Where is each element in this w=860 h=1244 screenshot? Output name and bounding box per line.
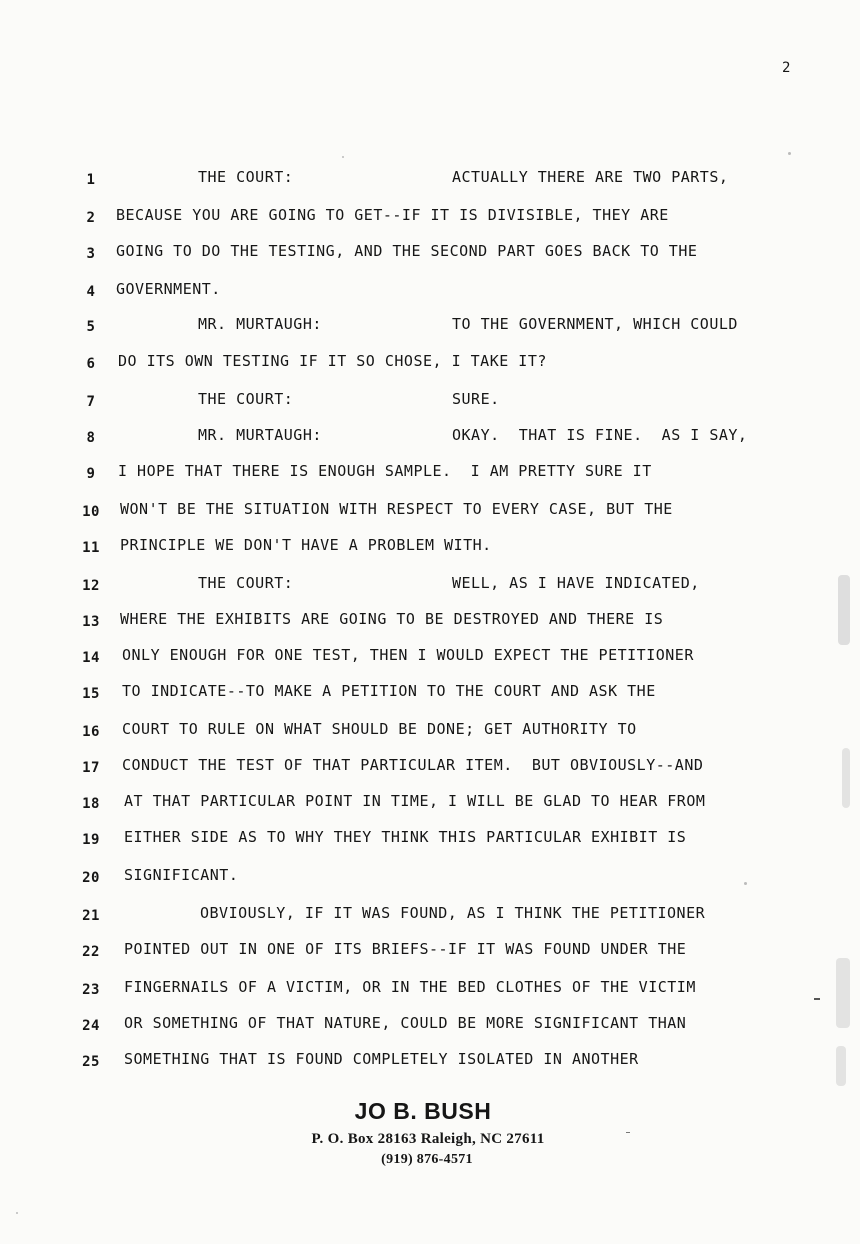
line-number: 10 <box>82 504 100 520</box>
transcript-line <box>0 390 860 420</box>
transcript-line <box>0 206 860 236</box>
line-number: 6 <box>86 356 96 372</box>
transcript-line <box>0 866 860 896</box>
line-text: EITHER SIDE AS TO WHY THEY THINK THIS PARTICULAR EXHIBIT IS <box>124 828 687 846</box>
transcript-line <box>0 720 860 750</box>
line-text: OKAY. THAT IS FINE. AS I SAY, <box>452 426 748 444</box>
line-text: WELL, AS I HAVE INDICATED, <box>452 574 700 592</box>
line-text: BECAUSE YOU ARE GOING TO GET--IF IT IS DIVISIBLE, THEY ARE <box>116 206 669 224</box>
line-number: 23 <box>82 982 100 998</box>
page-number: 2 <box>782 60 792 76</box>
line-number: 14 <box>82 650 100 666</box>
line-number: 13 <box>82 614 100 630</box>
line-number: 11 <box>82 540 100 556</box>
scan-speck <box>342 156 344 158</box>
transcript-line <box>0 1014 860 1044</box>
line-text: SIGNIFICANT. <box>124 866 239 884</box>
scan-speck <box>16 1212 18 1214</box>
line-text: OBVIOUSLY, IF IT WAS FOUND, AS I THINK THE PETITIONER <box>200 904 706 922</box>
scan-speck <box>626 1132 630 1133</box>
line-number: 17 <box>82 760 100 776</box>
line-number: 5 <box>86 319 96 335</box>
transcript-line <box>0 426 860 456</box>
line-number: 9 <box>86 466 96 482</box>
scan-speck <box>814 998 820 1000</box>
reporter-name: JO B. BUSH <box>354 1098 492 1124</box>
transcript-line <box>0 828 860 858</box>
line-text: CONDUCT THE TEST OF THAT PARTICULAR ITEM. BUT OBVIOUSLY--AND <box>122 756 704 774</box>
speaker-label: THE COURT: <box>198 168 294 186</box>
line-text: SOMETHING THAT IS FOUND COMPLETELY ISOLATED IN ANOTHER <box>124 1050 639 1068</box>
transcript-line <box>0 682 860 712</box>
line-text: DO ITS OWN TESTING IF IT SO CHOSE, I TAKE IT? <box>118 352 547 370</box>
transcript-line <box>0 756 860 786</box>
line-number: 2 <box>86 210 96 226</box>
transcript-line <box>0 574 860 604</box>
speaker-label: MR. MURTAUGH: <box>198 315 322 333</box>
transcript-line <box>0 242 860 272</box>
transcript-line <box>0 315 860 345</box>
line-text: COURT TO RULE ON WHAT SHOULD BE DONE; GET AUTHORITY TO <box>122 720 637 738</box>
transcript-line <box>0 940 860 970</box>
line-number: 21 <box>82 908 100 924</box>
scan-speck <box>788 152 791 155</box>
line-text: AT THAT PARTICULAR POINT IN TIME, I WILL BE GLAD TO HEAR FROM <box>124 792 706 810</box>
line-text: ACTUALLY THERE ARE TWO PARTS, <box>452 168 729 186</box>
line-number: 1 <box>86 172 96 188</box>
line-number: 12 <box>82 578 100 594</box>
line-number: 8 <box>86 430 96 446</box>
line-number: 4 <box>86 284 96 300</box>
transcript-line <box>0 1050 860 1080</box>
line-text: PRINCIPLE WE DON'T HAVE A PROBLEM WITH. <box>120 536 492 554</box>
transcript-line <box>0 536 860 566</box>
transcript-line <box>0 352 860 382</box>
line-text: WON'T BE THE SITUATION WITH RESPECT TO EVERY CASE, BUT THE <box>120 500 673 518</box>
line-number: 25 <box>82 1054 100 1070</box>
transcript-line <box>0 904 860 934</box>
transcript-line <box>0 168 860 198</box>
reporter-address: P. O. Box 28163 Raleigh, NC 27611 <box>311 1131 545 1147</box>
line-text: I HOPE THAT THERE IS ENOUGH SAMPLE. I AM PRETTY SURE IT <box>118 462 652 480</box>
scan-speck <box>842 748 850 808</box>
line-text: TO THE GOVERNMENT, WHICH COULD <box>452 315 738 333</box>
line-number: 20 <box>82 870 100 886</box>
line-number: 24 <box>82 1018 100 1034</box>
line-number: 22 <box>82 944 100 960</box>
speaker-label: THE COURT: <box>198 574 294 592</box>
reporter-footer <box>0 1098 860 1168</box>
line-number: 16 <box>82 724 100 740</box>
line-text: FINGERNAILS OF A VICTIM, OR IN THE BED CLOTHES OF THE VICTIM <box>124 978 696 996</box>
speaker-label: MR. MURTAUGH: <box>198 426 322 444</box>
scan-speck <box>836 1046 846 1086</box>
transcript-line <box>0 646 860 676</box>
line-text: WHERE THE EXHIBITS ARE GOING TO BE DESTROYED AND THERE IS <box>120 610 664 628</box>
transcript-line <box>0 462 860 492</box>
scan-speck <box>836 958 850 1028</box>
scan-speck <box>744 882 747 885</box>
line-text: ONLY ENOUGH FOR ONE TEST, THEN I WOULD EXPECT THE PETITIONER <box>122 646 694 664</box>
line-number: 15 <box>82 686 100 702</box>
transcript-line <box>0 610 860 640</box>
transcript-line <box>0 280 860 310</box>
transcript-line <box>0 792 860 822</box>
line-number: 7 <box>86 394 96 410</box>
line-text: GOVERNMENT. <box>116 280 221 298</box>
line-text: GOING TO DO THE TESTING, AND THE SECOND PART GOES BACK TO THE <box>116 242 698 260</box>
line-text: POINTED OUT IN ONE OF ITS BRIEFS--IF IT WAS FOUND UNDER THE <box>124 940 687 958</box>
transcript-line <box>0 978 860 1008</box>
line-number: 3 <box>86 246 96 262</box>
reporter-phone: (919) 876-4571 <box>381 1152 473 1167</box>
line-number: 18 <box>82 796 100 812</box>
speaker-label: THE COURT: <box>198 390 294 408</box>
line-text: OR SOMETHING OF THAT NATURE, COULD BE MORE SIGNIFICANT THAN <box>124 1014 687 1032</box>
transcript-line <box>0 500 860 530</box>
scan-speck <box>838 575 850 645</box>
line-number: 19 <box>82 832 100 848</box>
line-text: TO INDICATE--TO MAKE A PETITION TO THE COURT AND ASK THE <box>122 682 656 700</box>
line-text: SURE. <box>452 390 500 408</box>
